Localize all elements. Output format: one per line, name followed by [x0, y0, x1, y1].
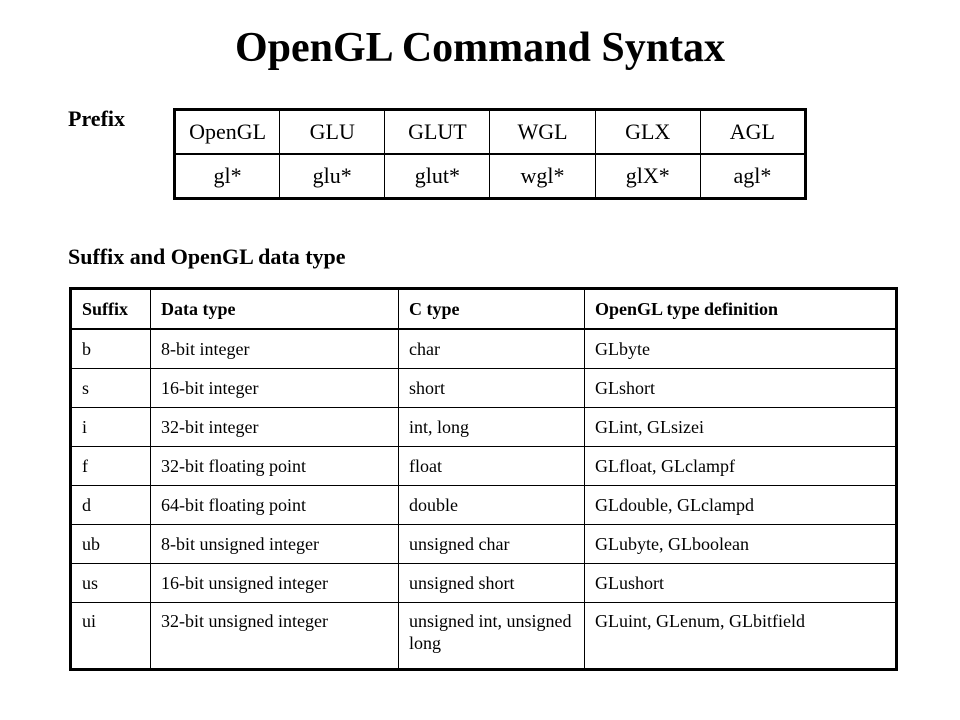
table-row — [71, 564, 897, 603]
cell-opengl-type: GLbyte — [585, 329, 897, 369]
cell-c-type: double — [399, 486, 585, 525]
prefix-value-cell: wgl* — [490, 154, 595, 199]
cell-data-type: 8-bit unsigned integer — [151, 525, 399, 564]
header-data-type: Data type — [151, 289, 399, 330]
prefix-api-cell: OpenGL — [175, 110, 280, 155]
prefix-api-cell: GLX — [595, 110, 700, 155]
cell-c-type: float — [399, 447, 585, 486]
prefix-value-cell: agl* — [700, 154, 805, 199]
table-row — [71, 369, 897, 408]
prefix-value-cell: gl* — [175, 154, 280, 199]
table-row — [71, 447, 897, 486]
cell-c-type: unsigned short — [399, 564, 585, 603]
prefix-api-cell: WGL — [490, 110, 595, 155]
cell-suffix: us — [71, 564, 151, 603]
cell-data-type: 64-bit floating point — [151, 486, 399, 525]
header-c-type: C type — [399, 289, 585, 330]
suffix-header-row — [71, 289, 897, 330]
prefix-value-cell: glu* — [280, 154, 385, 199]
prefix-api-cell: GLU — [280, 110, 385, 155]
cell-c-type: unsigned int, unsigned long — [399, 603, 585, 670]
cell-suffix: ui — [71, 603, 151, 670]
cell-data-type: 32-bit integer — [151, 408, 399, 447]
cell-opengl-type: GLuint, GLenum, GLbitfield — [585, 603, 897, 670]
cell-opengl-type: GLubyte, GLboolean — [585, 525, 897, 564]
cell-c-type: short — [399, 369, 585, 408]
prefix-api-row — [175, 110, 806, 155]
suffix-table — [69, 287, 898, 671]
cell-suffix: s — [71, 369, 151, 408]
table-row — [71, 603, 897, 670]
cell-c-type: int, long — [399, 408, 585, 447]
cell-suffix: ub — [71, 525, 151, 564]
header-suffix: Suffix — [71, 289, 151, 330]
header-opengl-type: OpenGL type definition — [585, 289, 897, 330]
prefix-value-row — [175, 154, 806, 199]
cell-data-type: 16-bit integer — [151, 369, 399, 408]
cell-c-type: unsigned char — [399, 525, 585, 564]
prefix-value-cell: glX* — [595, 154, 700, 199]
cell-c-type: char — [399, 329, 585, 369]
cell-data-type: 32-bit floating point — [151, 447, 399, 486]
cell-opengl-type: GLshort — [585, 369, 897, 408]
prefix-table — [173, 108, 807, 200]
cell-opengl-type: GLint, GLsizei — [585, 408, 897, 447]
table-row — [71, 329, 897, 369]
page-title: OpenGL Command Syntax — [234, 25, 726, 71]
prefix-api-cell: AGL — [700, 110, 805, 155]
suffix-label: Suffix and OpenGL data type — [68, 244, 346, 269]
cell-data-type: 16-bit unsigned integer — [151, 564, 399, 603]
cell-data-type: 32-bit unsigned integer — [151, 603, 399, 670]
cell-opengl-type: GLdouble, GLclampd — [585, 486, 897, 525]
cell-data-type: 8-bit integer — [151, 329, 399, 369]
cell-opengl-type: GLfloat, GLclampf — [585, 447, 897, 486]
cell-suffix: d — [71, 486, 151, 525]
table-row — [71, 525, 897, 564]
cell-suffix: f — [71, 447, 151, 486]
prefix-api-cell: GLUT — [385, 110, 490, 155]
table-row — [71, 408, 897, 447]
cell-suffix: i — [71, 408, 151, 447]
prefix-value-cell: glut* — [385, 154, 490, 199]
prefix-label: Prefix — [68, 106, 126, 131]
cell-suffix: b — [71, 329, 151, 369]
table-row — [71, 486, 897, 525]
cell-opengl-type: GLushort — [585, 564, 897, 603]
